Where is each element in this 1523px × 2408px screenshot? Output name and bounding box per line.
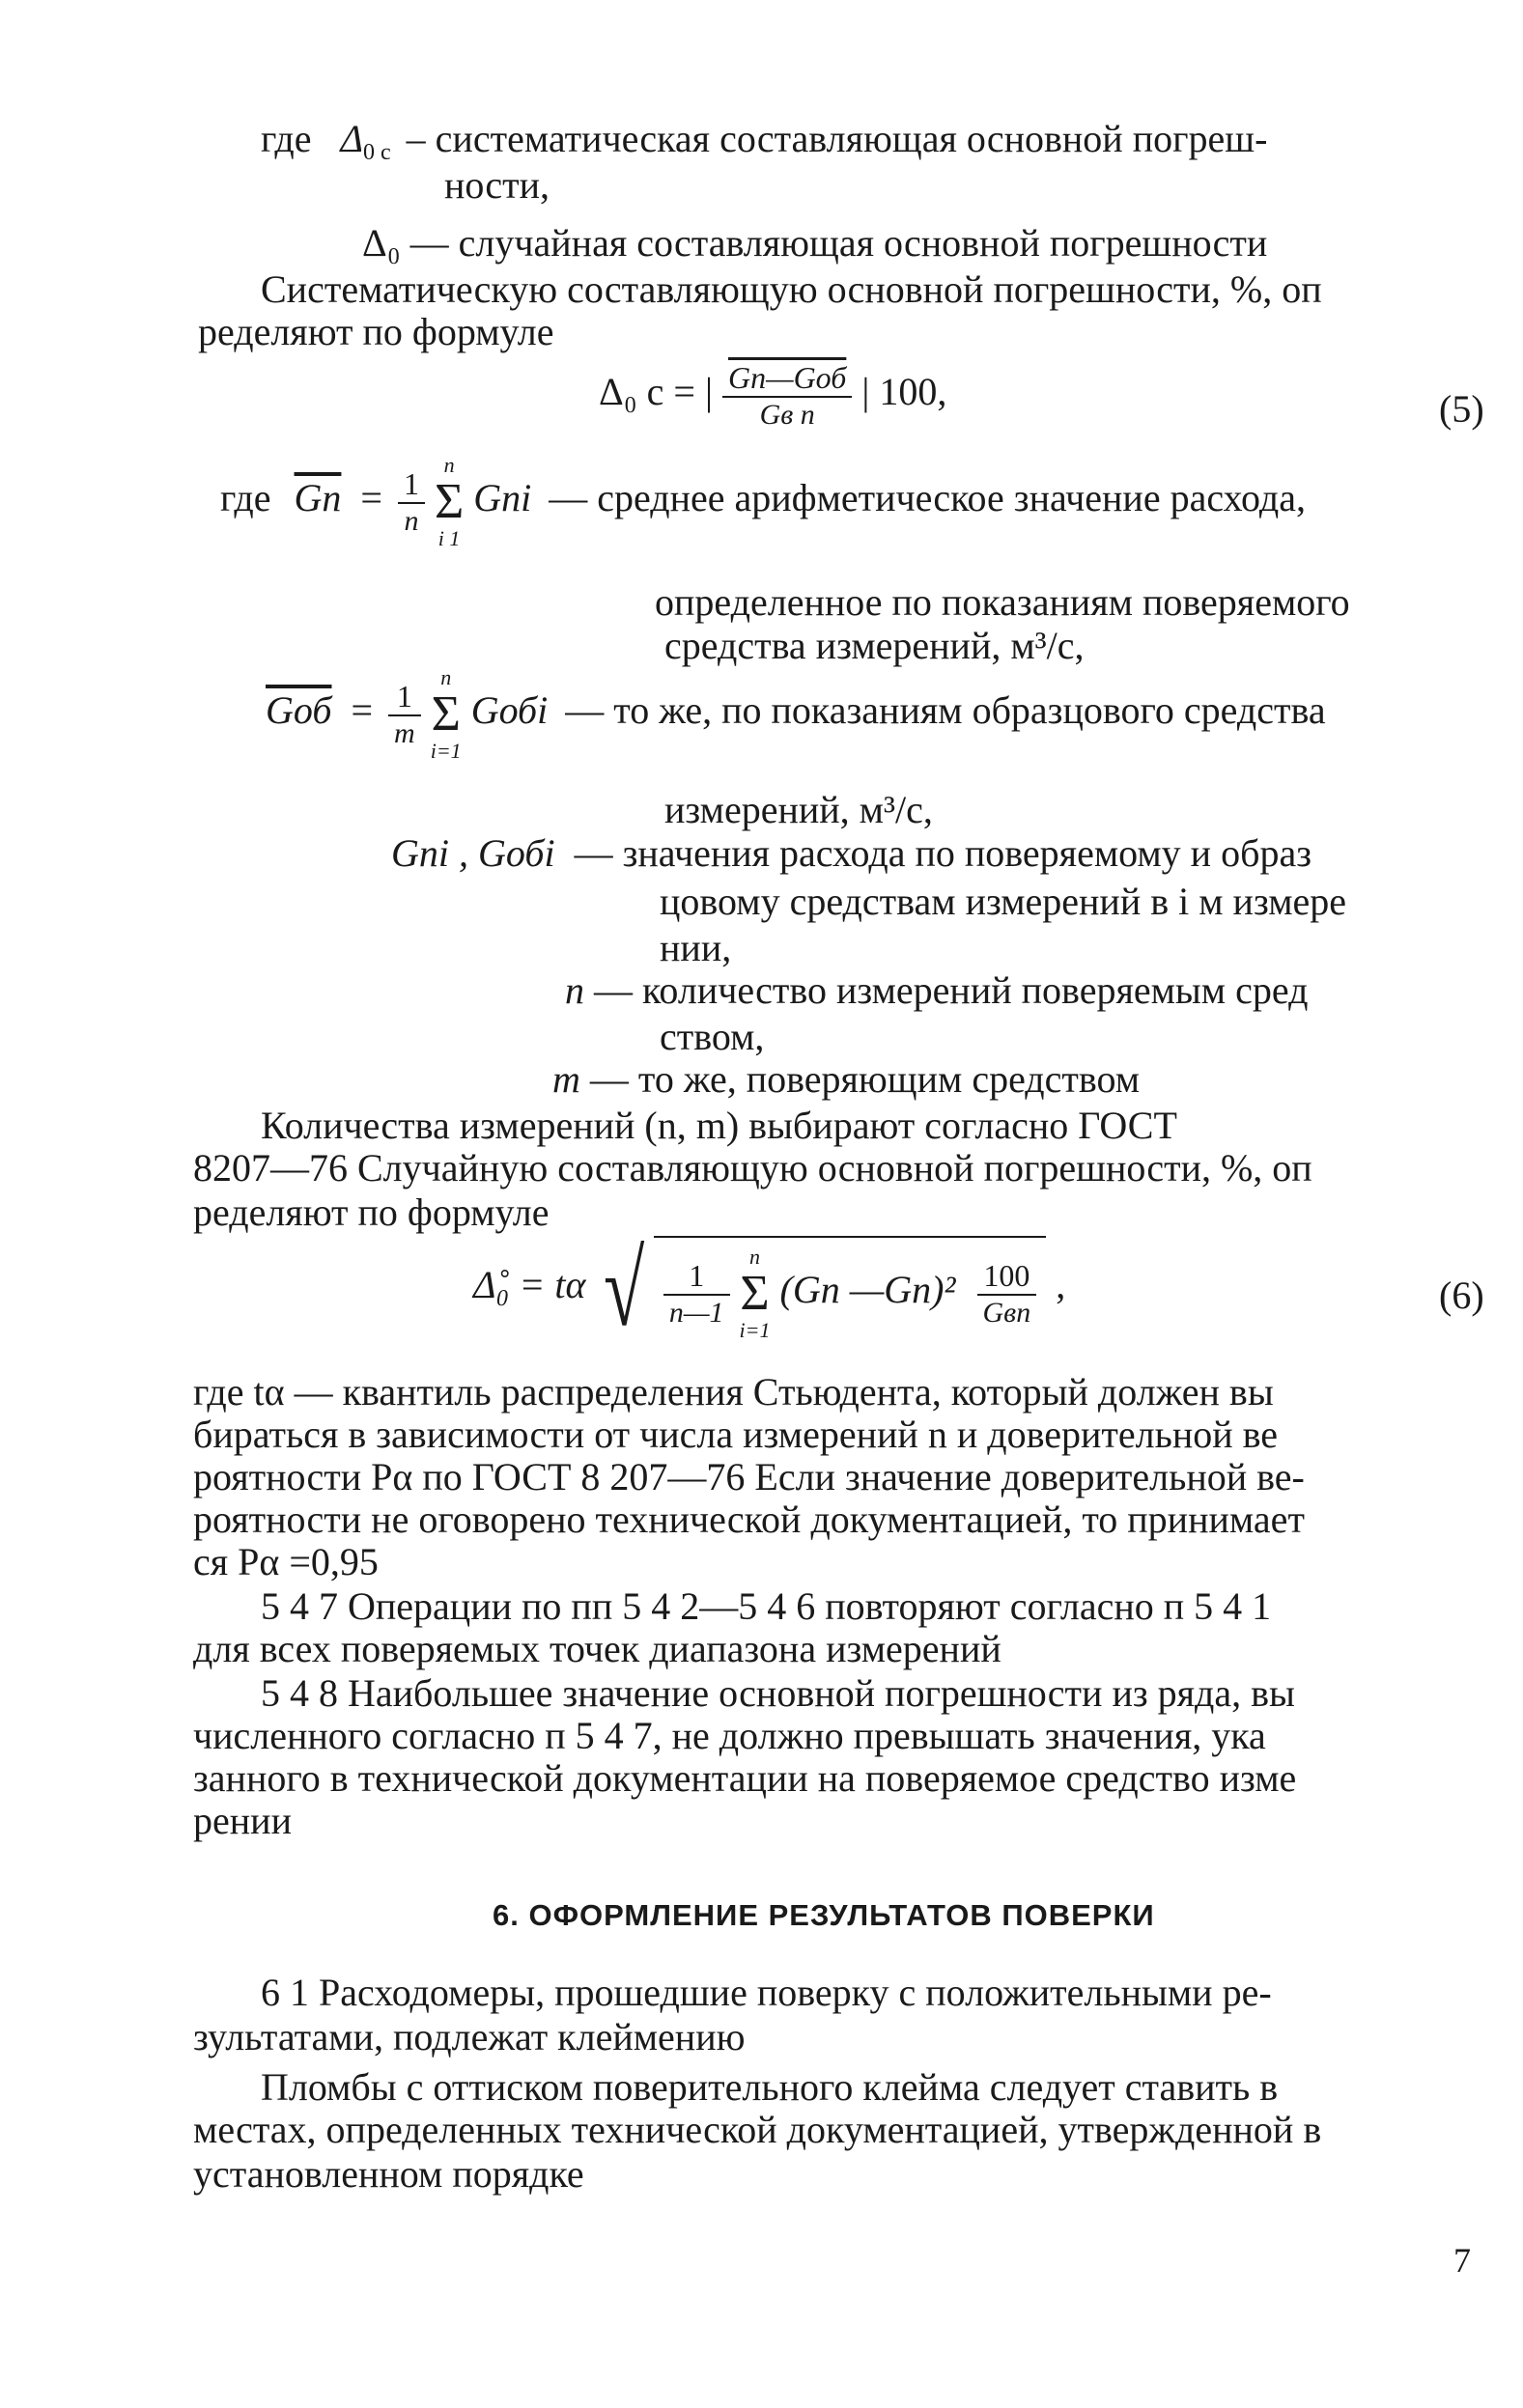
text: ,	[1056, 1263, 1066, 1307]
text: где	[220, 476, 271, 520]
text-line: определенное по показаниям поверяемого	[655, 580, 1350, 624]
text-line: 5 4 8 Наибольшее значение основной погрешности из ряда, вы	[261, 1671, 1295, 1715]
sum-sign	[431, 666, 462, 763]
text: – систематическая составляющая основной погреш-	[406, 117, 1268, 160]
text-line: роятности Pα по ГОСТ 8 207—76 Если значение доверительной ве-	[193, 1455, 1305, 1498]
symbol: Gоб	[266, 688, 332, 733]
text-line: занного в технической документации на поверяемое средство изме	[193, 1756, 1297, 1800]
sum-sign	[740, 1246, 771, 1342]
text-line: установленном порядке	[193, 2152, 584, 2196]
operator: =	[360, 476, 382, 520]
fraction	[388, 678, 421, 751]
fraction	[663, 1257, 730, 1330]
text-line: ся Pα =0,95	[193, 1540, 379, 1583]
formula-mean-reference	[266, 666, 1326, 763]
equation-number: (5)	[1439, 387, 1484, 431]
text-line: Количества измерений (n, m) выбирают согласно ГОСТ	[261, 1104, 1177, 1147]
symbol: Gпi	[473, 476, 532, 520]
text-line: нии,	[660, 926, 732, 969]
text-line: где tα — квантиль распределения Стьюдента, который должен вы	[193, 1370, 1274, 1414]
sum-body: (Gп —Gп)²	[779, 1268, 956, 1312]
text-line: ством,	[660, 1015, 765, 1058]
page-number: 7	[1453, 2241, 1471, 2280]
text: где	[261, 117, 312, 160]
text-line: 5 4 7 Операции по пп 5 4 2—5 4 6 повторяют согласно п 5 4 1	[261, 1584, 1272, 1628]
fraction	[722, 359, 852, 433]
formula-lhs: Δ̊₀ = tα	[473, 1263, 586, 1307]
text-line: Пломбы с оттиском поверительного клейма следует ставить в	[261, 2065, 1279, 2109]
fraction-numerator: Gп—Gоб	[722, 359, 852, 398]
text: — то же, поверяющим средством	[589, 1057, 1141, 1101]
fraction-denominator: Gв п	[759, 399, 815, 431]
text-line: Δ₀ — случайная составляющая основной погрешности	[362, 221, 1268, 265]
symbol: Gп	[294, 476, 342, 520]
text-line: для всех поверяемых точек диапазона измерений	[193, 1627, 1001, 1670]
text: — значения расхода по поверяемому и образ	[574, 831, 1311, 875]
formula-mean-tested	[220, 454, 1306, 550]
sum-lower-limit: i=1	[430, 739, 462, 763]
formula-5	[599, 359, 946, 433]
sum-upper-limit: n	[440, 665, 452, 689]
sum-upper-limit: n	[443, 453, 455, 477]
sum-sign	[435, 454, 464, 550]
text-line: Систематическую составляющую основной погрешности, %, оп	[261, 267, 1322, 311]
sigma-icon: Σ	[740, 1266, 770, 1321]
fraction	[977, 1257, 1037, 1330]
text-line: 8207—76 Случайную составляющую основной погрешности, %, оп	[193, 1146, 1312, 1190]
sum-lower-limit: i 1	[437, 526, 461, 550]
text-line: рении	[193, 1799, 292, 1842]
formula-6	[473, 1230, 1066, 1348]
formula-lhs: Δ₀ c = |	[599, 370, 713, 414]
symbol: Δ	[340, 117, 364, 160]
text-line: численного согласно п 5 4 7, не должно превышать значения, ука	[193, 1714, 1266, 1757]
text-line: цовому средствам измерений в i м измере	[660, 880, 1347, 923]
fraction-denominator: m	[394, 717, 415, 749]
text-line	[565, 967, 1308, 1014]
sum-lower-limit: i=1	[739, 1318, 771, 1342]
section-heading: 6. ОФОРМЛЕНИЕ РЕЗУЛЬТАТОВ ПОВЕРКИ	[493, 1898, 1155, 1932]
text-line: измерений, м³/с,	[664, 788, 933, 831]
text-line	[552, 1056, 1140, 1103]
text-line: ределяют по формуле	[193, 1190, 550, 1234]
symbol: Gобi	[470, 688, 549, 733]
text-line: зультатами, подлежат клеймению	[193, 2015, 746, 2058]
text-line: средства измерений, м³/с,	[664, 624, 1085, 667]
radical-icon: √	[604, 1230, 645, 1348]
fraction	[398, 465, 425, 539]
sigma-icon: Σ	[434, 474, 465, 529]
fraction-numerator: 1	[388, 678, 421, 716]
symbol: m	[552, 1057, 580, 1101]
radicand	[654, 1236, 1046, 1342]
symbol: Gпi , Gобi	[391, 831, 555, 875]
fraction-denominator: n	[404, 505, 419, 537]
operator: =	[351, 688, 374, 733]
text-line	[391, 830, 1311, 877]
text-line: местах, определенных технической документацией, утвержденной в	[193, 2108, 1322, 2151]
symbol: n	[565, 968, 584, 1012]
text-line: роятности не оговорено технической документацией, то принимает	[193, 1498, 1305, 1541]
fraction-numerator: 1	[398, 465, 425, 504]
fraction-denominator: Gвп	[982, 1297, 1031, 1329]
text: — количество измерений поверяемым сред	[594, 968, 1309, 1012]
text-line: ределяют по формуле	[198, 310, 554, 353]
text-line: бираться в зависимости от числа измерений n и доверительной ве	[193, 1413, 1279, 1456]
equation-number: (6)	[1439, 1274, 1484, 1317]
fraction-denominator: n—1	[668, 1297, 724, 1329]
text-line: ности,	[444, 163, 550, 207]
text-line: 6 1 Расходомеры, прошедшие поверку с положительными ре-	[261, 1971, 1272, 2014]
text: — среднее арифметическое значение расхода,	[549, 476, 1306, 520]
fraction-numerator: 100	[977, 1257, 1037, 1296]
text: — то же, по показаниям образцового средства	[565, 688, 1326, 733]
text-line: где $\Delta_{0 c}$ – систематическая составляющая основной погреш-	[261, 117, 1268, 165]
sum-upper-limit: n	[749, 1245, 761, 1269]
formula-rhs: | 100,	[861, 370, 947, 414]
sigma-icon: Σ	[431, 686, 461, 742]
fraction-numerator: 1	[663, 1257, 730, 1296]
